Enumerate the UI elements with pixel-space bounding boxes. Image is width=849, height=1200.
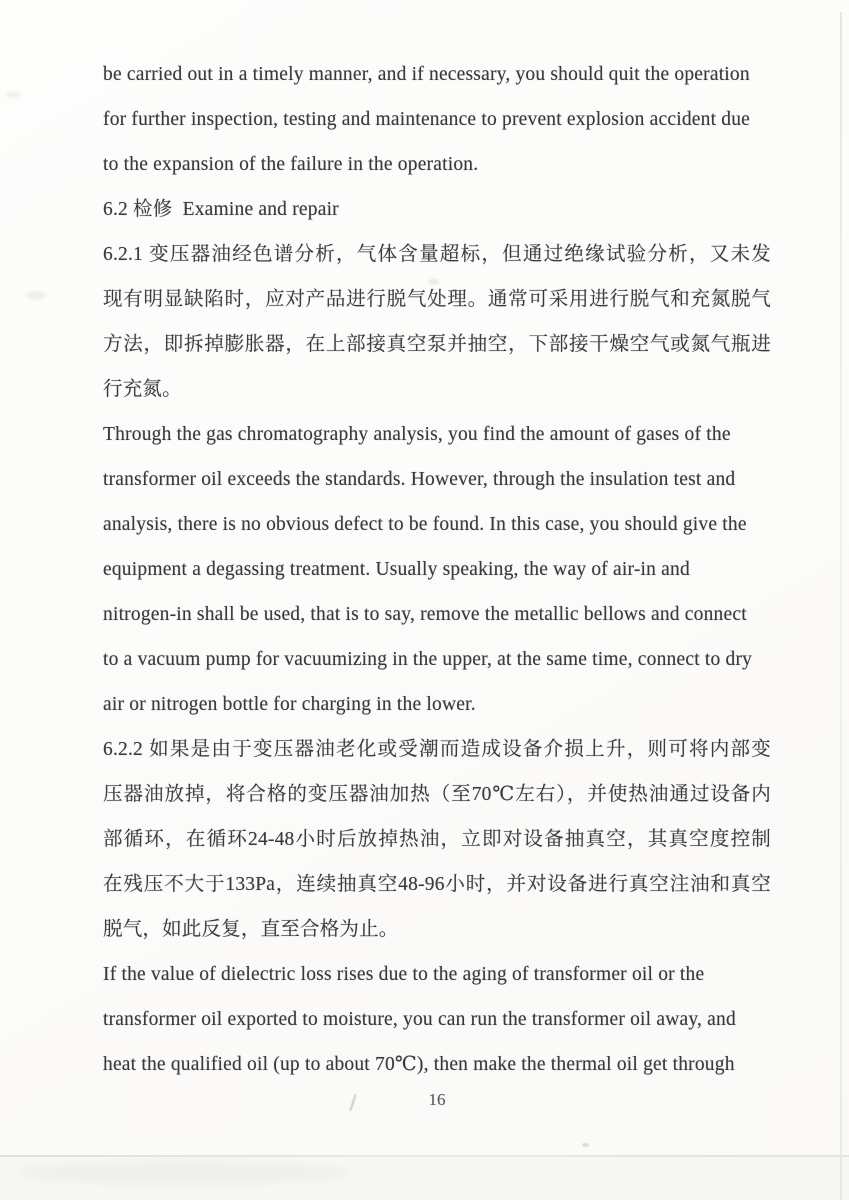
scan-speck (6, 92, 20, 98)
text-line: to the expansion of the failure in the operation. (103, 154, 479, 175)
paragraph-6-2-1-chinese (103, 232, 771, 412)
text-line: 行充氮。 (103, 379, 182, 400)
text-line: for further inspection, testing and maintenance to prevent explosion accident due (103, 109, 751, 130)
paragraph-6-2-2-chinese (103, 727, 771, 952)
scan-right-edge-line (840, 12, 842, 1200)
page-number: 16 (428, 1090, 446, 1109)
text-line: 方法，即拆掉膨胀器，在上部接真空泵并抽空，下部接干燥空气或氮气瓶进 (103, 334, 771, 355)
scan-speck (26, 291, 46, 300)
text-line: be carried out in a timely manner, and if necessary, you should quit the operation (103, 64, 750, 85)
text-line: 6.2.1 变压器油经色谱分析，气体含量超标，但通过绝缘试验分析，又未发 (103, 244, 771, 265)
paragraph-6-2-1-english (103, 412, 771, 727)
text-line: 压器油放掉，将合格的变压器油加热（至70℃左右），并使热油通过设备内 (103, 784, 771, 805)
scan-speck (428, 279, 439, 285)
text-line: 现有明显缺陷时，应对产品进行脱气处理。通常可采用进行脱气和充氮脱气 (103, 289, 771, 310)
section-heading-text: 6.2 检修 Examine and repair (103, 199, 339, 220)
paragraph-6-2-2-english (103, 952, 771, 1087)
text-line: to a vacuum pump for vacuumizing in the upper, at the same time, connect to dry (103, 649, 753, 670)
section-heading-6-2 (103, 187, 771, 232)
text-line: air or nitrogen bottle for charging in the lower. (103, 694, 476, 715)
page-text-block (103, 52, 771, 1087)
text-line: analysis, there is no obvious defect to be found. In this case, you should give the (103, 514, 747, 535)
text-line: 部循环，在循环24-48小时后放掉热油，立即对设备抽真空，其真空度控制 (103, 829, 771, 850)
text-line: If the value of dielectric loss rises due to the aging of transformer oil or the (103, 964, 705, 985)
scan-speck (582, 1143, 589, 1147)
scan-smudge (18, 1162, 348, 1184)
text-line: Through the gas chromatography analysis, you find the amount of gases of the (103, 424, 731, 445)
text-line: transformer oil exceeds the standards. However, through the insulation test and (103, 469, 736, 490)
text-line: 在残压不大于133Pa，连续抽真空48-96小时，并对设备进行真空注油和真空 (103, 874, 771, 895)
text-line: heat the qualified oil (up to about 70℃), then make the thermal oil get through (103, 1054, 735, 1075)
text-line: 6.2.2 如果是由于变压器油老化或受潮而造成设备介损上升，则可将内部变 (103, 739, 771, 760)
text-line: transformer oil exported to moisture, you can run the transformer oil away, and (103, 1009, 736, 1030)
paragraph-intro-continuation (103, 52, 771, 187)
text-line: 脱气，如此反复，直至合格为止。 (103, 919, 399, 940)
text-line: equipment a degassing treatment. Usually speaking, the way of air-in and (103, 559, 690, 580)
text-line: nitrogen-in shall be used, that is to say, remove the metallic bellows and connect (103, 604, 747, 625)
